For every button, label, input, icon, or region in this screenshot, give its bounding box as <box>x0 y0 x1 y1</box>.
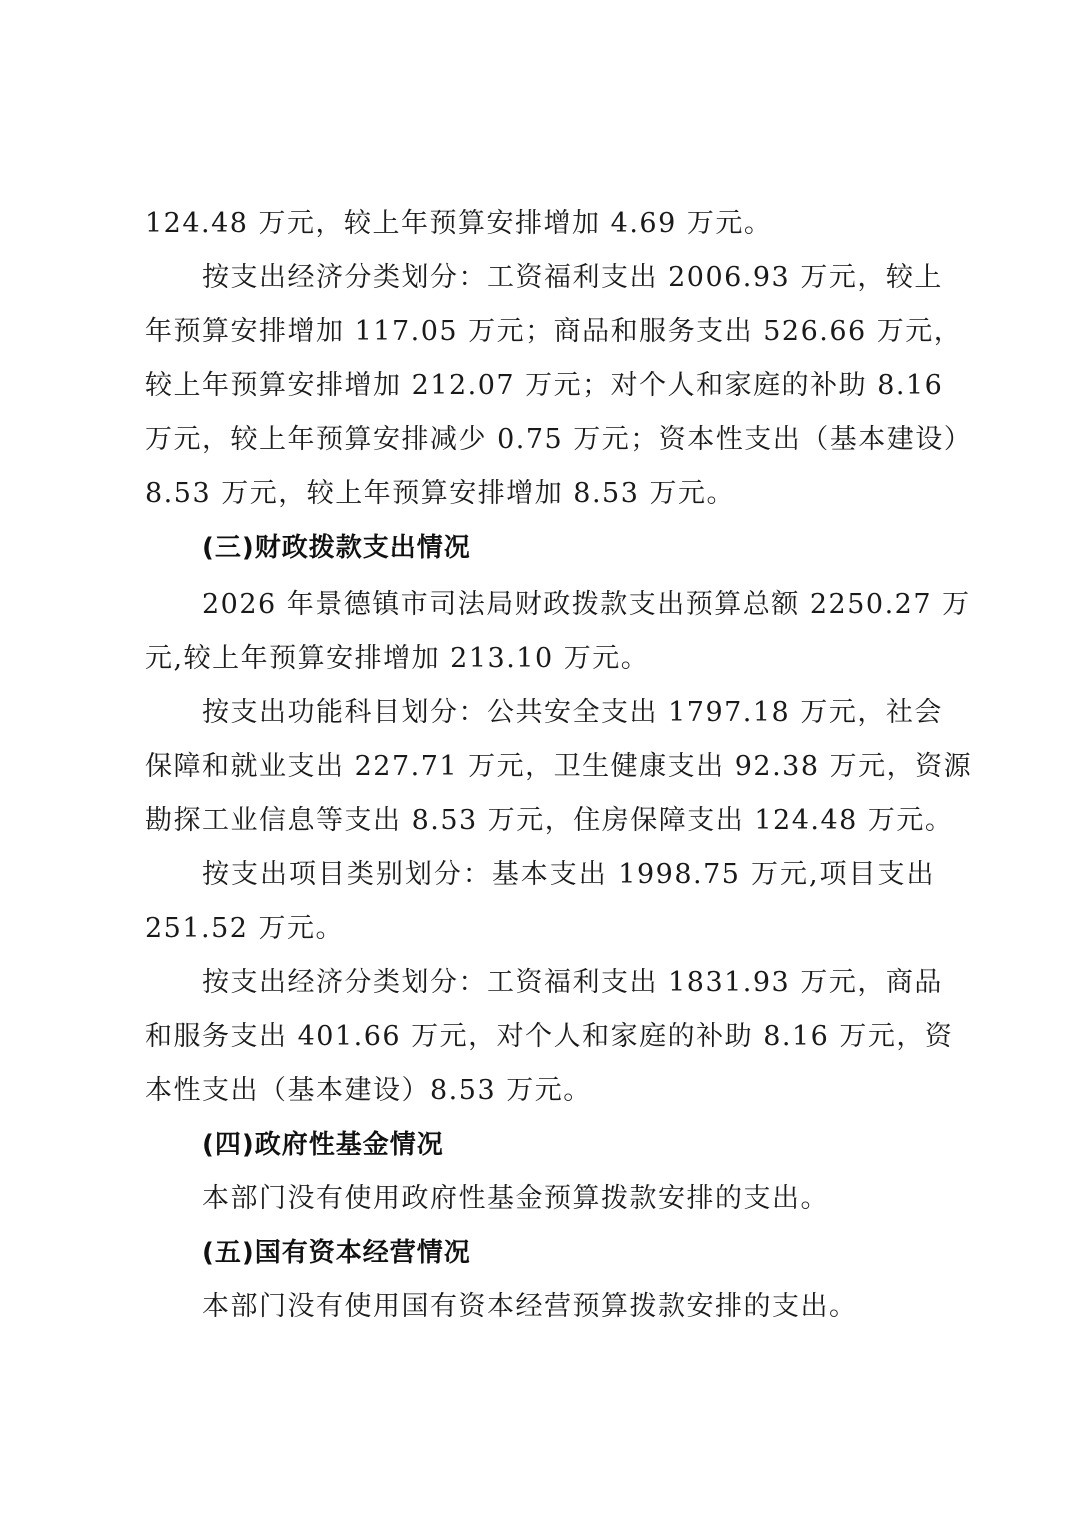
paragraph-line: 251.52 万元。 <box>145 913 345 944</box>
section-heading: (三)财政拨款支出情况 <box>202 533 471 563</box>
paragraph-line: 按支出经济分类划分：工资福利支出 2006.93 万元，较上 <box>202 262 943 293</box>
paragraph-line: 和服务支出 401.66 万元，对个人和家庭的补助 8.16 万元，资 <box>145 1021 954 1052</box>
paragraph-line: 万元，较上年预算安排减少 0.75 万元；资本性支出（基本建设） <box>145 424 973 455</box>
paragraph-line: 保障和就业支出 227.71 万元，卫生健康支出 92.38 万元，资源 <box>145 751 973 782</box>
paragraph-line: 勘探工业信息等支出 8.53 万元，住房保障支出 124.48 万元。 <box>145 805 954 836</box>
paragraph-line: 8.53 万元，较上年预算安排增加 8.53 万元。 <box>145 478 735 509</box>
paragraph-line: 本部门没有使用国有资本经营预算拨款安排的支出。 <box>202 1291 858 1322</box>
paragraph-line: 按支出功能科目划分：公共安全支出 1797.18 万元，社会 <box>202 697 943 728</box>
paragraph-line: 2026 年景德镇市司法局财政拨款支出预算总额 2250.27 万 <box>202 589 971 620</box>
paragraph-line: 本性支出（基本建设）8.53 万元。 <box>145 1075 592 1106</box>
section-heading: (四)政府性基金情况 <box>202 1130 444 1160</box>
paragraph-line: 按支出经济分类划分：工资福利支出 1831.93 万元，商品 <box>202 967 943 998</box>
paragraph-line: 年预算安排增加 117.05 万元；商品和服务支出 526.66 万元， <box>145 316 963 347</box>
section-heading: (五)国有资本经营情况 <box>202 1238 471 1268</box>
paragraph-line: 较上年预算安排增加 212.07 万元；对个人和家庭的补助 8.16 <box>145 370 944 401</box>
paragraph-line: 元,较上年预算安排增加 213.10 万元。 <box>145 643 650 674</box>
paragraph-line: 按支出项目类别划分：基本支出 1998.75 万元,项目支出 <box>202 859 935 890</box>
paragraph-line: 本部门没有使用政府性基金预算拨款安排的支出。 <box>202 1183 829 1214</box>
paragraph-line: 124.48 万元，较上年预算安排增加 4.69 万元。 <box>145 208 773 239</box>
